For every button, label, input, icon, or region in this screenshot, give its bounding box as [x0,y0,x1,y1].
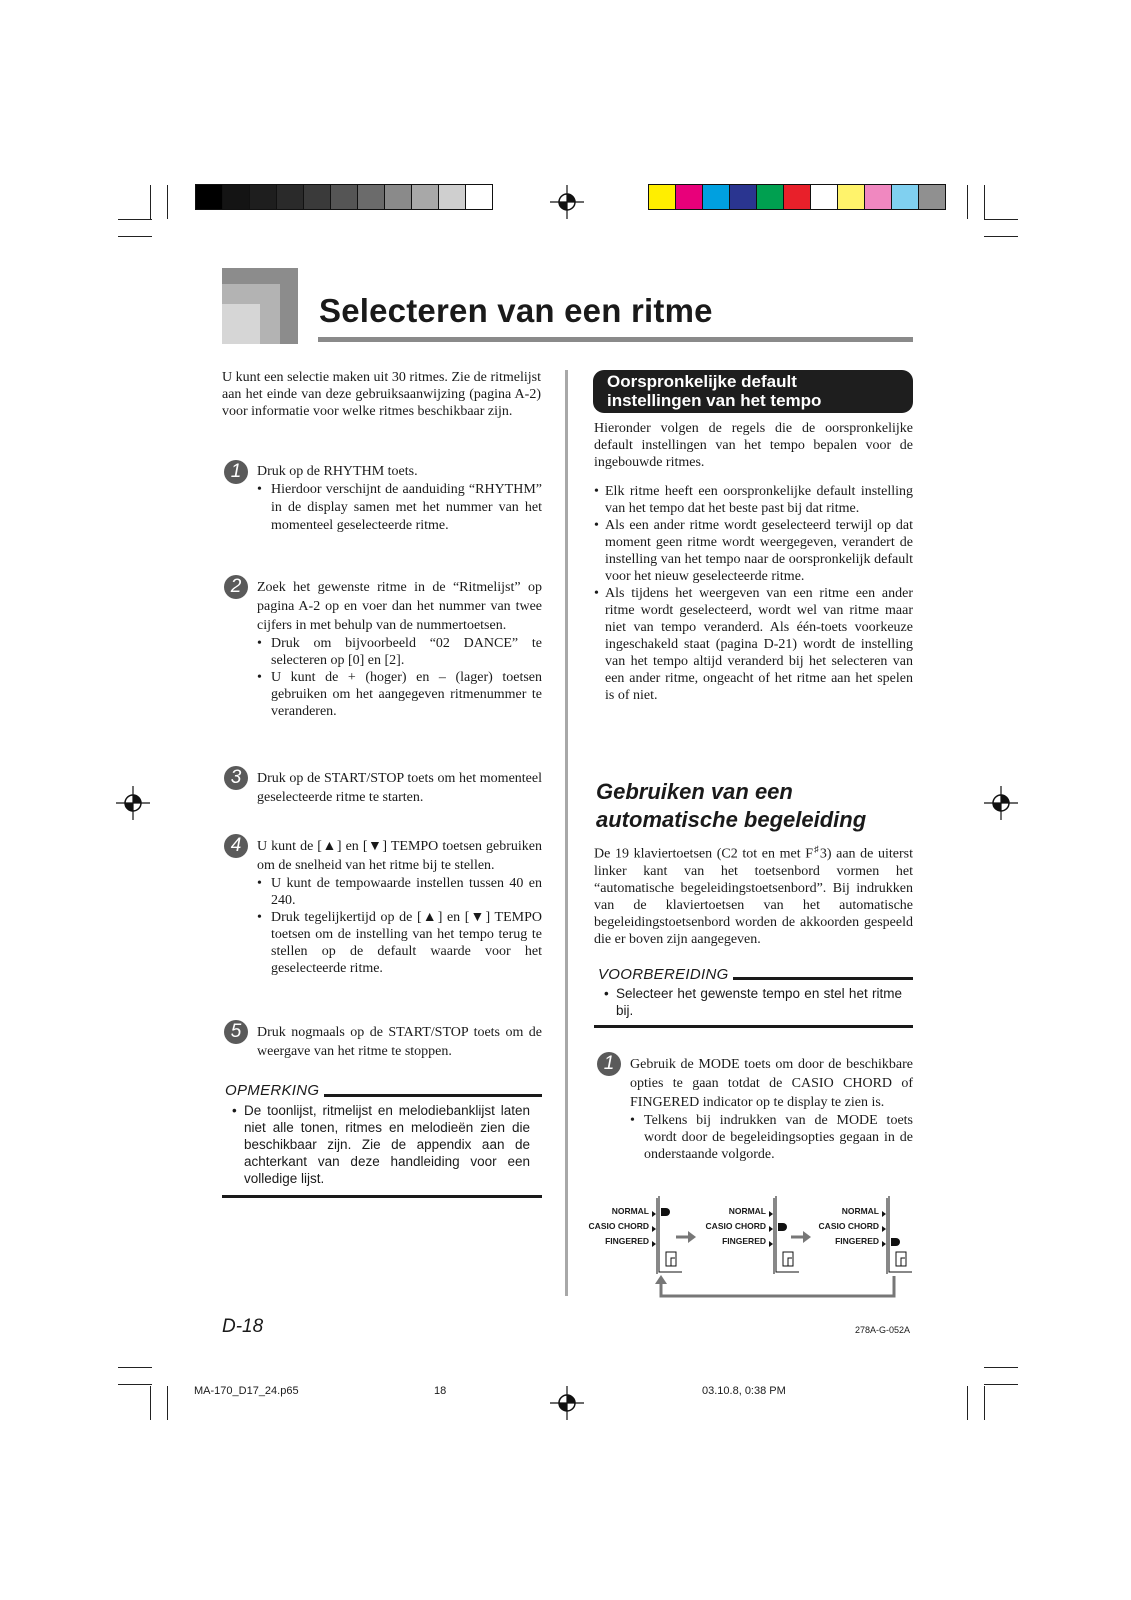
mode-label: CASIO CHORD [588,1221,649,1231]
color-swatch [223,185,250,209]
intro-part: 3) aan de uiterst linker kant van het toetsenbord vormen het “automatische begeleidingstoetsenbord”. Bij indrukken van de klaviertoetsen van het automatische begeleidingstoetsenbord worden de akkoorden gespeeld die er boven zijn aangegeven. [594,846,914,947]
step-number-badge: 1 [224,460,248,484]
step-number-badge: 3 [224,766,248,790]
step-number-badge: 4 [224,834,248,858]
step-bullet: • Druk om bijvoorbeeld “02 DANCE” te selecteren op [0] en [2]. [257,635,542,669]
column-divider [565,370,568,1296]
rule-bullet: • Als een ander ritme wordt geselecteerd terwijl op dat moment geen ritme wordt weergegeven, verandert de instelling van het tempo naar de oorspronkelijk default voor het nieuw geselecteerde ritme. [594,517,913,585]
page-title: Selecteren van een ritme [319,292,713,329]
crop-mark [118,1384,152,1385]
step-text: Druk op de START/STOP toets om het momenteel geselecteerde ritme te starten. [257,771,542,805]
note-bottom-rule [222,1195,542,1198]
mode-label: CASIO CHORD [705,1221,766,1231]
color-swatch [730,185,757,209]
color-swatch [358,185,385,209]
preparation-bullet: • Selecteer het gewenste tempo en stel het ritme bij. [604,985,902,1019]
page-number: D-18 [222,1316,264,1337]
mode-label: FINGERED [605,1236,649,1246]
note-text [232,1102,530,1187]
print-date: 03.10.8, 0:38 PM [702,1385,786,1397]
pointer-arrow-icon [652,1241,656,1247]
rule-bullet: • Als tijdens het weergeven van een ritme een ander ritme wordt geselecteerd, wordt wel van ritme maar niet van tempo veranderd. Als één-toets voorkeuze ingeschakeld staat (pagina D-21) wordt de instelling van het tempo altijd veranderd bij het selecteren van een ander ritme, ongeacht of het ritme aan het spelen is of niet. [594,585,913,704]
color-calibration-bar [648,184,946,210]
note-glyph-icon [671,1258,675,1266]
preparation-text [604,985,902,1019]
pointer-arrow-icon [882,1241,886,1247]
color-swatch [412,185,439,209]
heading-line: instellingen van het tempo [607,391,822,410]
mode-sequence-illustration [588,1196,914,1302]
note-glyph-icon [788,1258,792,1266]
color-swatch [703,185,730,209]
crop-mark [118,236,152,237]
pointer-arrow-icon [652,1226,656,1232]
step-bullet: • Hierdoor verschijnt de aanduiding “RHYTHM” in de display samen met het nummer van het momenteel geselecteerde ritme. [257,481,542,535]
next-mode-arrow-icon [688,1231,696,1243]
mode-label: FINGERED [835,1236,879,1246]
crop-mark [118,219,152,220]
color-swatch [811,185,838,209]
accompaniment-intro [594,841,913,948]
step-text: Zoek het gewenste ritme in de “Ritmelijst” op pagina A-2 op en voer dan het nummer van twee cijfers in met behulp van de nummertoetsen. [257,580,542,633]
registration-mark-icon [116,786,150,820]
color-swatch [892,185,919,209]
heading-line: automatische begeleiding [596,807,867,832]
color-swatch [277,185,304,209]
color-swatch [865,185,892,209]
step-number-badge: 5 [224,1020,248,1044]
step-bullet: • Telkens bij indrukken van de MODE toets wordt door de begeleidingsopties gegaan in de onderstaande volgorde. [630,1112,913,1163]
pointer-arrow-icon [769,1226,773,1232]
accompaniment-heading [596,778,866,834]
crop-mark [984,185,985,219]
return-loop-arrow-icon [661,1276,894,1296]
step-text: Druk nogmaals op de START/STOP toets om de weergave van het ritme te stoppen. [257,1025,542,1059]
step-text: Gebruik de MODE toets om door de beschikbare opties te gaan totdat de CASIO CHORD of FINGERED indicator op te display te zien is. [630,1057,913,1110]
step-number-badge: 2 [224,575,248,599]
pointer-arrow-icon [882,1211,886,1217]
crop-mark [150,1386,151,1420]
crop-mark [967,185,968,219]
step-text: Druk op de RHYTHM toets. [257,464,418,479]
note-glyph-icon [901,1258,905,1266]
crop-mark [118,1367,152,1368]
tempo-section-heading [593,370,913,413]
registration-mark-icon [550,1386,584,1420]
mode-label: FINGERED [722,1236,766,1246]
color-swatch [439,185,466,209]
mode-label: NORMAL [841,1206,879,1216]
heading-line: Oorspronkelijke default [607,372,797,391]
heading-line: Gebruiken van een [596,779,793,804]
pointer-arrow-icon [652,1211,656,1217]
sheet-number: 18 [434,1385,447,1397]
pointer-arrow-icon [769,1241,773,1247]
step-number-badge: 1 [597,1052,621,1076]
color-swatch [466,185,492,209]
crop-mark [984,219,1018,220]
note-bullet: • De toonlijst, ritmelijst en melodiebanklijst laten niet alle tonen, ritmes en melodieën zien die beschikbaar zijn. Zie de appendix aan de achterkant van deze handleiding voor een volledige lijst. [232,1102,530,1187]
next-mode-arrow-icon [803,1231,811,1243]
gray-calibration-bar [195,184,493,210]
color-swatch [757,185,784,209]
sharp-symbol: ♯ [813,844,820,854]
mode-indicator-icon [778,1223,787,1231]
color-swatch [385,185,412,209]
color-swatch [919,185,945,209]
note-heading: OPMERKING [225,1082,320,1099]
color-swatch [676,185,703,209]
intro-paragraph: U kunt een selectie maken uit 30 ritmes. Zie de ritmelijst aan het einde van deze gebruiksaanwijzing (pagina A-2) voor informatie voor welke ritmes beschikbaar zijn. [222,370,541,419]
mode-indicator-icon [891,1238,900,1246]
crop-mark [150,185,151,219]
pointer-arrow-icon [882,1226,886,1232]
tempo-intro: Hieronder volgen de regels die de oorspronkelijke default instellingen van het tempo bepalen voor de ingebouwde ritmes. [594,421,913,470]
step-bullet: • U kunt de + (hoger) en – (lager) toetsen gebruiken om het aangegeven ritmenummer te veranderen. [257,669,542,720]
mode-label: NORMAL [728,1206,766,1216]
preparation-heading-rule [733,977,913,980]
intro-part: De 19 klaviertoetsen (C2 tot en met F [594,846,814,862]
mode-label: NORMAL [611,1206,649,1216]
color-swatch [250,185,277,209]
mode-label: CASIO CHORD [818,1221,879,1231]
crop-mark [967,1386,968,1420]
mode-indicator-icon [661,1208,670,1216]
crop-mark [984,1386,985,1420]
title-rule [318,337,913,342]
color-swatch [838,185,865,209]
tempo-rules [594,483,913,704]
crop-mark [984,236,1018,237]
preparation-heading: VOORBEREIDING [598,966,729,983]
color-swatch [784,185,811,209]
note-heading-rule [324,1094,542,1097]
crop-mark [984,1384,1018,1385]
file-name: MA-170_D17_24.p65 [194,1385,299,1397]
registration-mark-icon [984,786,1018,820]
color-swatch [331,185,358,209]
rule-bullet: • Elk ritme heeft een oorspronkelijke default instelling van het tempo dat het beste past bij dat ritme. [594,483,913,517]
step-text: U kunt de [▲] en [▼] TEMPO toetsen gebruiken om de snelheid van het ritme bij te stellen. [257,839,542,873]
color-swatch [196,185,223,209]
title-decoration [222,268,298,344]
color-swatch [304,185,331,209]
pointer-arrow-icon [769,1211,773,1217]
registration-mark-icon [550,185,584,219]
return-loop-arrow-icon [655,1275,667,1284]
preparation-bottom-rule [594,1025,913,1028]
crop-mark [167,1386,168,1420]
crop-mark [167,185,168,219]
step-bullet: • Druk tegelijkertijd op de [▲] en [▼] TEMPO toetsen om de instelling van het tempo terug te stellen op de default waarde voor het geselecteerde ritme. [257,909,542,977]
document-code: 278A-G-052A [855,1325,911,1335]
step-bullet: • U kunt de tempowaarde instellen tussen 40 en 240. [257,875,542,909]
color-swatch [649,185,676,209]
crop-mark [984,1367,1018,1368]
